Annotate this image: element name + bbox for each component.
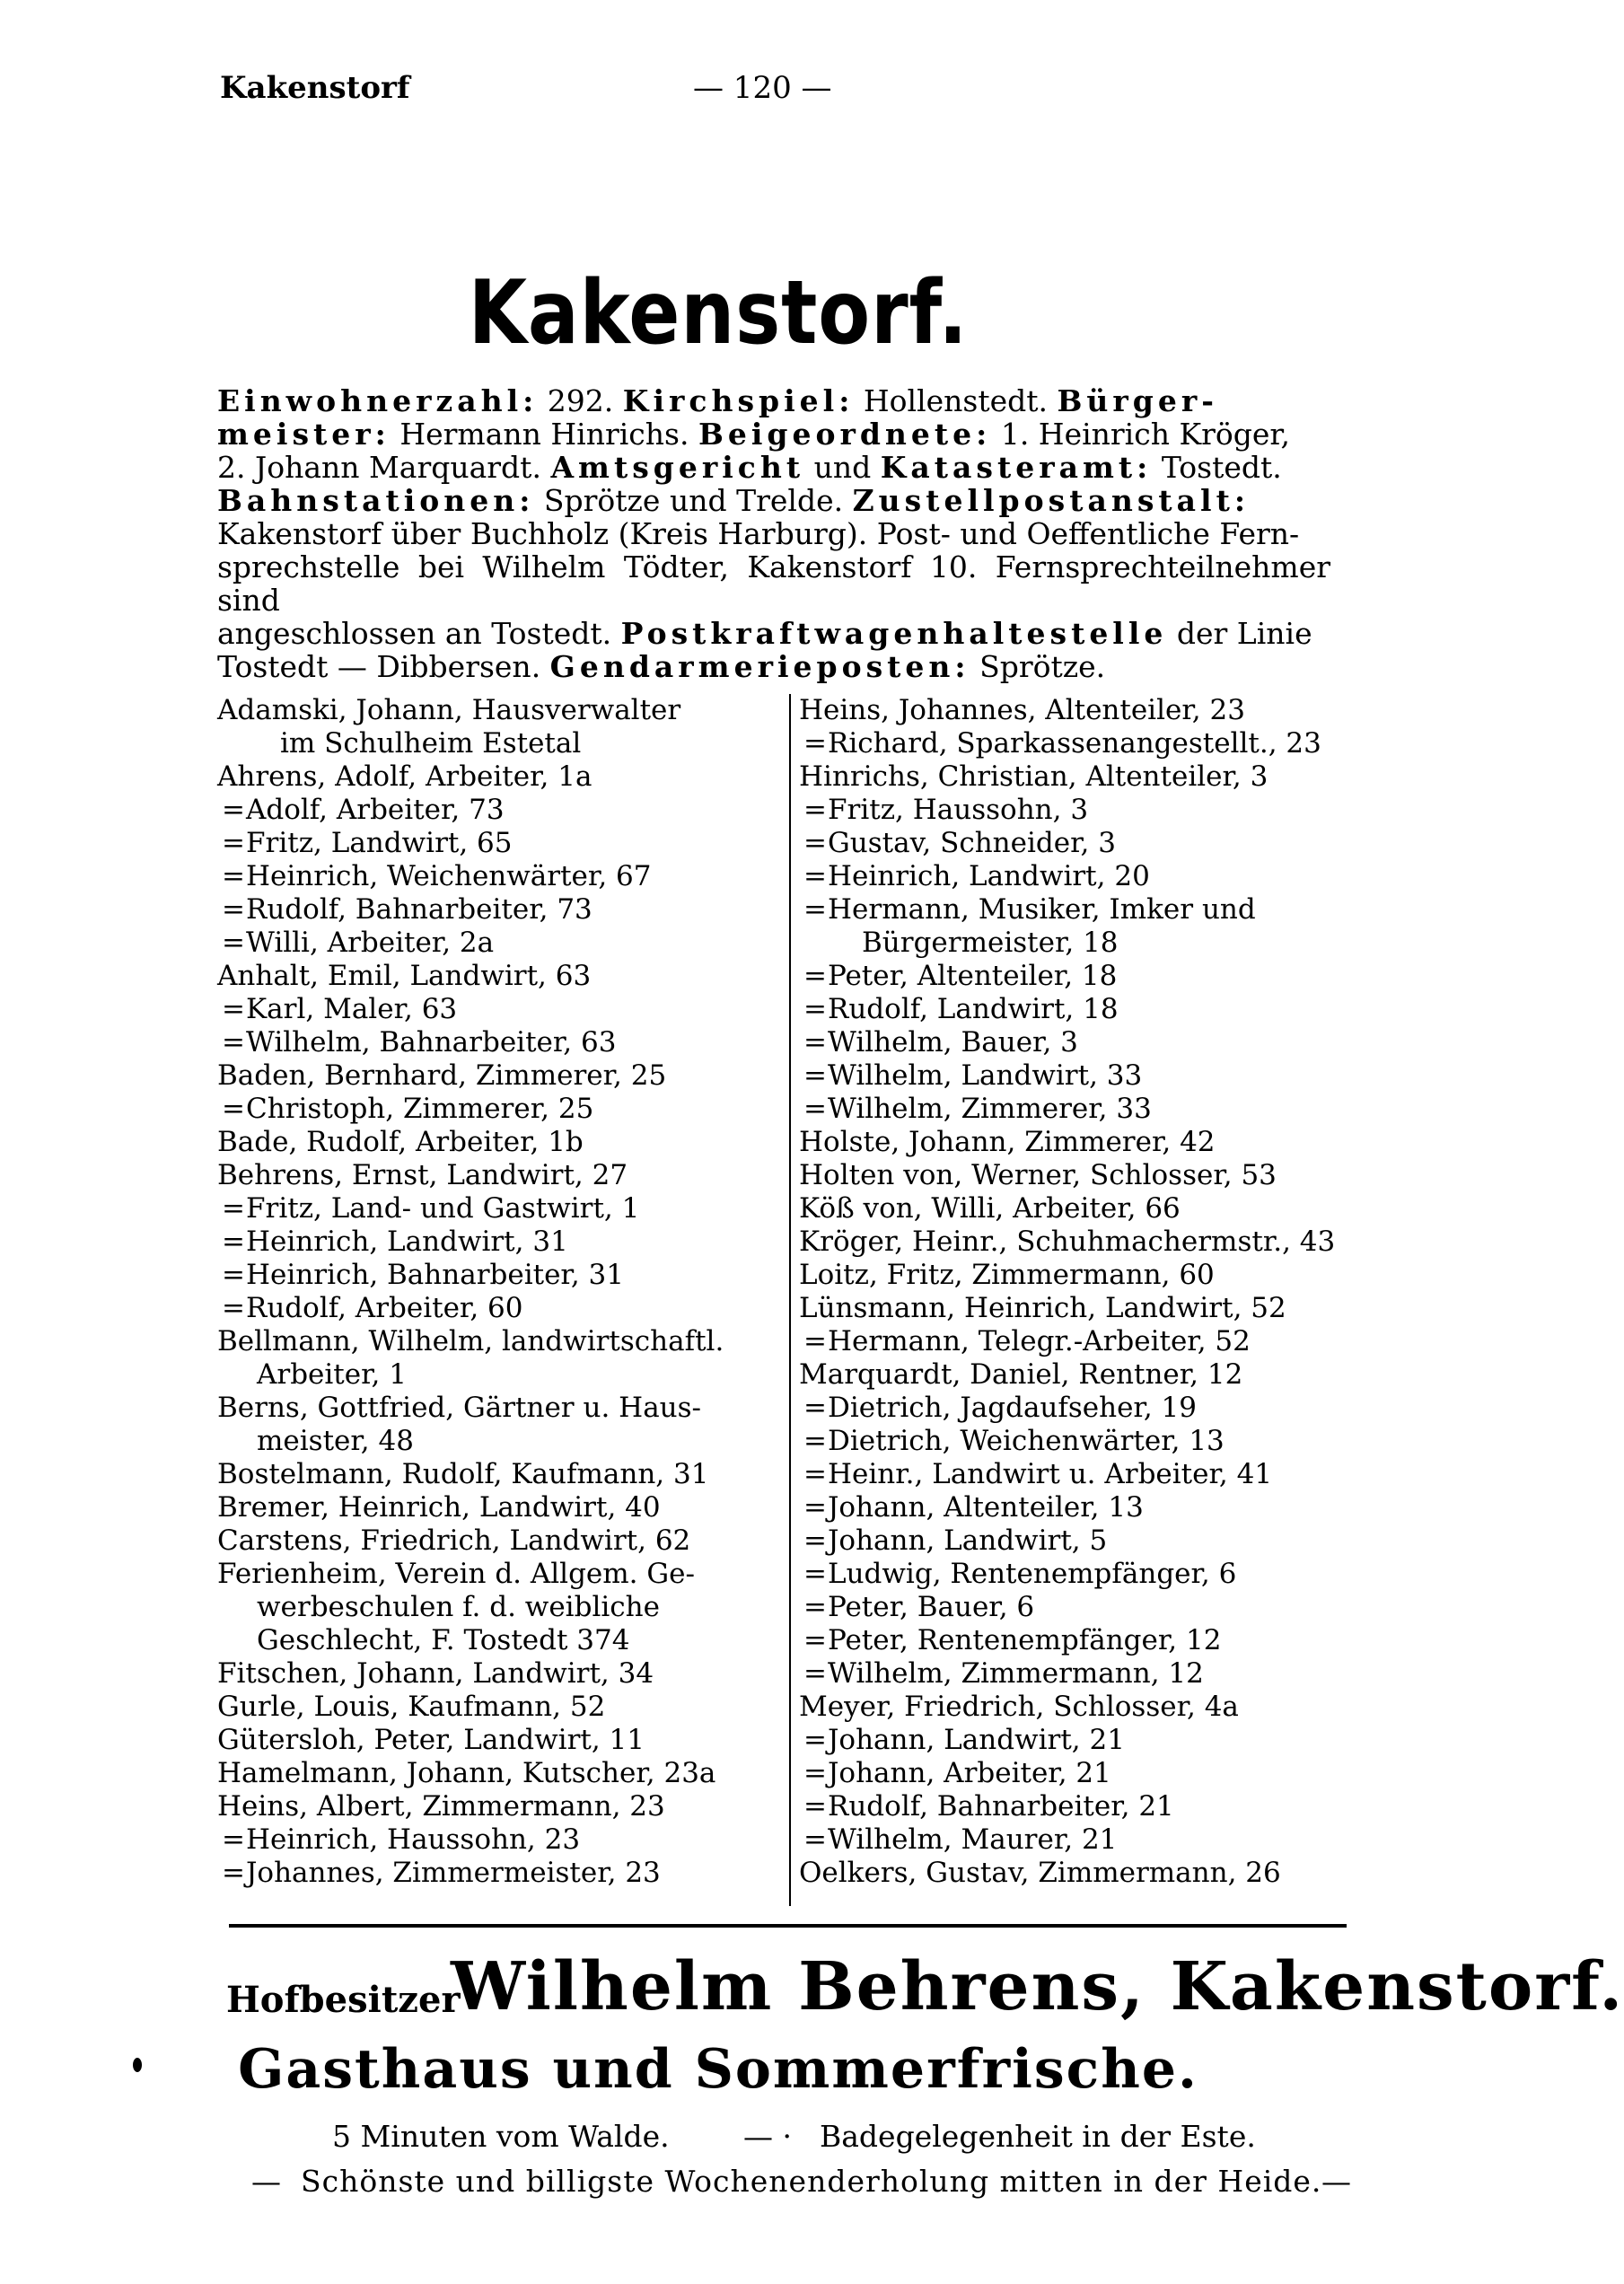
entry-text: Fitschen, Johann, Landwirt, 34: [217, 1657, 654, 1690]
running-header: [220, 70, 1335, 115]
directory-entry: [217, 1624, 760, 1657]
entry-text: Heins, Johannes, Altenteiler, 23: [799, 694, 1245, 726]
ditto-mark: =: [803, 1724, 827, 1756]
advertisement-name: Wilhelm Behrens, Kakenstorf.: [451, 1948, 1624, 2025]
right-column: [799, 694, 1335, 1890]
directory-entry: [217, 1857, 760, 1890]
directory-entry: [799, 893, 1335, 927]
directory-entry: [217, 1724, 760, 1757]
entry-text: Wilhelm, Zimmerer, 33: [828, 1093, 1152, 1125]
entry-text: Marquardt, Daniel, Rentner, 12: [799, 1358, 1243, 1391]
directory-entry: [799, 960, 1335, 993]
ditto-mark: =: [222, 1026, 245, 1059]
intro-line: meister: Hermann Hinrichs. Beigeordnete: 1. Heinrich Kröger,: [217, 417, 1291, 452]
entry-text: Heinrich, Bahnarbeiter, 31: [246, 1259, 624, 1291]
entry-text: Rudolf, Landwirt, 18: [828, 993, 1119, 1025]
slogan-text: Schönste und billigste Wochenenderholung mitten in der Heide.: [301, 2164, 1322, 2199]
entry-text: Ferienheim, Verein d. Allgem. Ge-: [217, 1558, 695, 1590]
directory-entry: [799, 1558, 1335, 1591]
left-column: [217, 694, 760, 1890]
entry-text: Heins, Albert, Zimmermann, 23: [217, 1790, 665, 1823]
entry-text: Heinrich, Weichenwärter, 67: [246, 860, 652, 892]
entry-text: Carstens, Friedrich, Landwirt, 62: [217, 1524, 691, 1557]
intro-line: angeschlossen an Tostedt. Postkraftwagenhaltestelle der Linie: [217, 616, 1312, 651]
entry-text: Wilhelm, Bahnarbeiter, 63: [246, 1026, 617, 1059]
entry-text: meister, 48: [257, 1425, 414, 1457]
directory-entry: [217, 1026, 760, 1059]
entry-text: Peter, Altenteiler, 18: [828, 960, 1118, 992]
directory-entry: [217, 1558, 760, 1591]
directory-entry: [217, 1458, 760, 1491]
ditto-mark: =: [803, 1524, 827, 1557]
entry-text: Heinr., Landwirt u. Arbeiter, 41: [828, 1458, 1273, 1490]
entry-text: Gurle, Louis, Kaufmann, 52: [217, 1691, 606, 1723]
directory-entry: [217, 1691, 760, 1724]
directory-entry: [217, 893, 760, 927]
ditto-mark: =: [803, 1491, 827, 1524]
entry-text: Arbeiter, 1: [257, 1358, 407, 1391]
advertisement-separator: — ·: [743, 2119, 792, 2154]
intro-line: Einwohnerzahl: 292. Kirchspiel: Hollenstedt. Bürger-: [217, 383, 1218, 418]
entry-text: Bremer, Heinrich, Landwirt, 40: [217, 1491, 661, 1524]
ditto-mark: =: [222, 794, 245, 826]
intro-line: Tostedt — Dibbersen. Gendarmerieposten: Sprötze.: [217, 649, 1106, 684]
entry-text: Johann, Arbeiter, 21: [828, 1757, 1111, 1789]
directory-entry: [799, 1624, 1335, 1657]
entry-text: Rudolf, Arbeiter, 60: [246, 1292, 523, 1324]
directory-entry: [217, 1126, 760, 1159]
entry-text: Rudolf, Bahnarbeiter, 73: [246, 893, 593, 926]
directory-entry: [217, 960, 760, 993]
directory-entry: [799, 1823, 1335, 1857]
ditto-mark: =: [222, 927, 245, 959]
directory-entry: [217, 1657, 760, 1691]
ditto-mark: =: [222, 1857, 245, 1889]
ditto-mark: =: [803, 893, 827, 926]
ditto-mark: =: [222, 1192, 245, 1225]
entry-text: Richard, Sparkassenangestellt., 23: [828, 727, 1321, 760]
entry-text: Holste, Johann, Zimmerer, 42: [799, 1126, 1216, 1158]
ditto-mark: =: [803, 960, 827, 992]
directory-entry: [217, 1292, 760, 1325]
directory-entry: [799, 1325, 1335, 1358]
entry-text: Wilhelm, Maurer, 21: [828, 1823, 1118, 1856]
entry-text: werbeschulen f. d. weibliche: [257, 1591, 660, 1623]
directory-entry: [217, 1093, 760, 1126]
directory-entry: [217, 1790, 760, 1823]
ditto-mark: =: [222, 860, 245, 892]
entry-text: Fritz, Land- und Gastwirt, 1: [246, 1192, 640, 1225]
column-divider: [789, 694, 791, 1906]
entry-text: Ludwig, Rentenempfänger, 6: [828, 1558, 1237, 1590]
entry-text: Bellmann, Wilhelm, landwirtschaftl.: [217, 1325, 724, 1357]
directory-entry: [799, 1691, 1335, 1724]
advertisement-detail-forest: 5 Minuten vom Walde.: [332, 2119, 670, 2154]
ditto-mark: =: [222, 1259, 245, 1291]
entry-text: Dietrich, Jagdaufseher, 19: [828, 1392, 1197, 1424]
directory-entry: [799, 1524, 1335, 1558]
entry-text: Kröger, Heinr., Schuhmachermstr., 43: [799, 1225, 1336, 1258]
directory-entry: [799, 694, 1335, 727]
entry-text: Gütersloh, Peter, Landwirt, 11: [217, 1724, 645, 1756]
entry-text: Christoph, Zimmerer, 25: [246, 1093, 594, 1125]
directory-entry: [799, 1757, 1335, 1790]
directory-entry: [799, 1591, 1335, 1624]
entry-text: Hermann, Musiker, Imker und: [828, 893, 1256, 926]
directory-entry: [217, 1325, 760, 1358]
directory-entry: [799, 1657, 1335, 1691]
directory-entry: [217, 1823, 760, 1857]
entry-text: Johannes, Zimmermeister, 23: [246, 1857, 661, 1889]
ditto-mark: =: [803, 1657, 827, 1690]
entry-text: Bade, Rudolf, Arbeiter, 1b: [217, 1126, 584, 1158]
directory-entry: [217, 1425, 760, 1458]
intro-line: sprechstelle bei Wilhelm Tödter, Kakenstorf 10. Fernsprechteilnehmer sind: [217, 549, 1330, 618]
advertisement-subtitle: Gasthaus und Sommerfrische.: [238, 2038, 1198, 2101]
entry-text: Berns, Gottfried, Gärtner u. Haus-: [217, 1392, 702, 1424]
directory-entry: [799, 727, 1335, 760]
directory-entry: [799, 1093, 1335, 1126]
entry-text: Peter, Rentenempfänger, 12: [828, 1624, 1222, 1656]
ditto-mark: =: [222, 1093, 245, 1125]
entry-text: Karl, Maler, 63: [246, 993, 458, 1025]
ditto-mark: =: [222, 1823, 245, 1856]
entry-text: Johann, Altenteiler, 13: [828, 1491, 1144, 1524]
entry-text: Hinrichs, Christian, Altenteiler, 3: [799, 760, 1268, 793]
directory-entry: [799, 860, 1335, 893]
entry-text: Anhalt, Emil, Landwirt, 63: [217, 960, 592, 992]
ditto-mark: =: [803, 827, 827, 859]
directory-entry: [799, 1458, 1335, 1491]
ditto-mark: =: [803, 1591, 827, 1623]
ditto-mark: =: [803, 794, 827, 826]
directory-entry: [799, 1159, 1335, 1192]
intro-line: 2. Johann Marquardt. Amtsgericht und Katasteramt: Tostedt.: [217, 450, 1282, 485]
entry-text: Dietrich, Weichenwärter, 13: [828, 1425, 1225, 1457]
directory-entry: [799, 1259, 1335, 1292]
entry-text: Meyer, Friedrich, Schlosser, 4a: [799, 1691, 1239, 1723]
directory-entry: [799, 1857, 1335, 1890]
directory-entry: [217, 860, 760, 893]
directory-entry: [217, 993, 760, 1026]
directory-entry: [799, 760, 1335, 794]
entry-text: Fritz, Haussohn, 3: [828, 794, 1089, 826]
intro-paragraph: [217, 384, 1330, 683]
directory-entry: [799, 1425, 1335, 1458]
ditto-mark: =: [222, 1292, 245, 1324]
advertisement-detail-bathing: Badegelegenheit in der Este.: [820, 2119, 1256, 2154]
entry-text: Peter, Bauer, 6: [828, 1591, 1035, 1623]
page-title: Kakenstorf.: [468, 262, 969, 365]
directory-entry: [217, 1392, 760, 1425]
directory-entry: [217, 1524, 760, 1558]
entry-text: Lünsmann, Heinrich, Landwirt, 52: [799, 1292, 1286, 1324]
directory-entry: [217, 1159, 760, 1192]
ditto-mark: =: [803, 1059, 827, 1092]
directory-entry: [217, 694, 760, 727]
directory-entry: [217, 794, 760, 827]
advertisement-header: [226, 1948, 1624, 2029]
directory-entry: [799, 827, 1335, 860]
directory-entry: [799, 1358, 1335, 1392]
entry-text: Johann, Landwirt, 21: [828, 1724, 1125, 1756]
entry-text: Ahrens, Adolf, Arbeiter, 1a: [217, 760, 593, 793]
entry-text: Heinrich, Haussohn, 23: [246, 1823, 581, 1856]
directory-entry: [217, 1358, 760, 1392]
intro-line: Kakenstorf über Buchholz (Kreis Harburg). Post- und Oeffentliche Fern-: [217, 516, 1300, 551]
ditto-mark: =: [222, 993, 245, 1025]
entry-text: Geschlecht, F. Tostedt 374: [257, 1624, 630, 1656]
ditto-mark: =: [803, 1558, 827, 1590]
entry-text: Adolf, Arbeiter, 73: [246, 794, 505, 826]
entry-text: Wilhelm, Landwirt, 33: [828, 1059, 1143, 1092]
advertisement-rule: [229, 1924, 1347, 1928]
directory-entry: [217, 827, 760, 860]
directory-entry: [217, 1491, 760, 1524]
directory-entry: [217, 1225, 760, 1259]
entry-text: Adamski, Johann, Hausverwalter: [217, 694, 681, 726]
directory-entry: [217, 1059, 760, 1093]
advertisement-prefix: Hofbesitzer: [226, 1979, 461, 2021]
directory-entry: [217, 1192, 760, 1225]
directory-entry: [799, 927, 1335, 960]
directory-entry: [217, 1591, 760, 1624]
entry-text: Rudolf, Bahnarbeiter, 21: [828, 1790, 1174, 1823]
directory-entry: [799, 1192, 1335, 1225]
entry-text: Loitz, Fritz, Zimmermann, 60: [799, 1259, 1215, 1291]
slogan-dash-left: —: [251, 2164, 281, 2199]
entry-text: Gustav, Schneider, 3: [828, 827, 1116, 859]
intro-line: Bahnstationen: Sprötze und Trelde. Zustellpostanstalt:: [217, 483, 1250, 518]
resident-listing: [217, 694, 1335, 1906]
entry-text: Baden, Bernhard, Zimmerer, 25: [217, 1059, 667, 1092]
entry-text: Bürgermeister, 18: [862, 927, 1119, 959]
ditto-mark: =: [222, 893, 245, 926]
entry-text: Bostelmann, Rudolf, Kaufmann, 31: [217, 1458, 709, 1490]
ditto-mark: =: [222, 827, 245, 859]
directory-entry: [217, 727, 760, 760]
entry-text: Heinrich, Landwirt, 20: [828, 860, 1150, 892]
ditto-mark: =: [803, 1624, 827, 1656]
ditto-mark: =: [803, 1026, 827, 1059]
entry-text: Fritz, Landwirt, 65: [246, 827, 513, 859]
directory-entry: [799, 1126, 1335, 1159]
directory-entry: [799, 993, 1335, 1026]
directory-entry: [217, 1757, 760, 1790]
entry-text: Heinrich, Landwirt, 31: [246, 1225, 568, 1258]
entry-text: Holten von, Werner, Schlosser, 53: [799, 1159, 1277, 1191]
entry-text: Johann, Landwirt, 5: [828, 1524, 1108, 1557]
directory-entry: [217, 927, 760, 960]
entry-text: Behrens, Ernst, Landwirt, 27: [217, 1159, 628, 1191]
ditto-mark: =: [222, 1225, 245, 1258]
entry-text: Willi, Arbeiter, 2a: [246, 927, 495, 959]
directory-entry: [799, 794, 1335, 827]
entry-text: Wilhelm, Bauer, 3: [828, 1026, 1078, 1059]
directory-entry: [799, 1392, 1335, 1425]
ditto-mark: =: [803, 1823, 827, 1856]
ditto-mark: =: [803, 993, 827, 1025]
ditto-mark: =: [803, 1757, 827, 1789]
directory-entry: [799, 1790, 1335, 1823]
ditto-mark: =: [803, 1425, 827, 1457]
header-place-name: Kakenstorf: [220, 70, 410, 106]
directory-entry: [799, 1225, 1335, 1259]
directory-entry: [799, 1059, 1335, 1093]
directory-entry: [217, 760, 760, 794]
entry-text: Wilhelm, Zimmermann, 12: [828, 1657, 1204, 1690]
directory-entry: [799, 1491, 1335, 1524]
ditto-mark: =: [803, 1458, 827, 1490]
page-number: — 120 —: [693, 70, 832, 106]
entry-text: Oelkers, Gustav, Zimmermann, 26: [799, 1857, 1281, 1889]
ditto-mark: =: [803, 860, 827, 892]
entry-text: im Schulheim Estetal: [280, 727, 582, 760]
ditto-mark: =: [803, 1325, 827, 1357]
directory-entry: [799, 1724, 1335, 1757]
ditto-mark: =: [803, 1790, 827, 1823]
slogan-dash-right: —: [1321, 2164, 1351, 2199]
directory-entry: [799, 1026, 1335, 1059]
entry-text: Hamelmann, Johann, Kutscher, 23a: [217, 1757, 716, 1789]
entry-text: Köß von, Willi, Arbeiter, 66: [799, 1192, 1181, 1225]
ditto-mark: =: [803, 727, 827, 760]
entry-text: Hermann, Telegr.-Arbeiter, 52: [828, 1325, 1251, 1357]
directory-entry: [217, 1259, 760, 1292]
ditto-mark: =: [803, 1093, 827, 1125]
ditto-mark: =: [803, 1392, 827, 1424]
directory-entry: [799, 1292, 1335, 1325]
